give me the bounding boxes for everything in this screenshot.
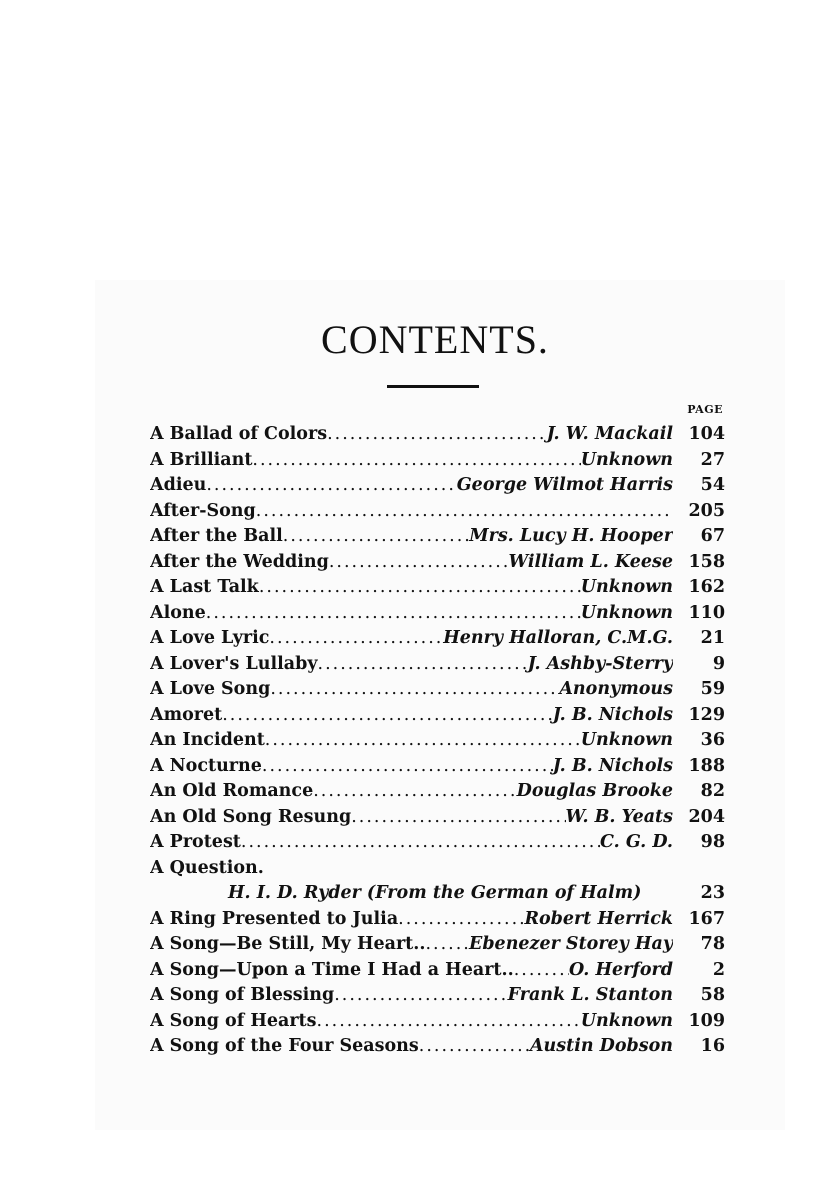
entry-page-number: 2 bbox=[712, 959, 725, 980]
entry-page-number: 59 bbox=[700, 679, 725, 699]
contents-entry bbox=[150, 779, 725, 805]
entry-line bbox=[150, 856, 673, 882]
entry-line bbox=[150, 1009, 673, 1035]
entry-author: George Wilmot Harris bbox=[456, 475, 673, 495]
dot-leader bbox=[317, 1009, 581, 1035]
entry-page-number: 188 bbox=[688, 755, 725, 776]
entry-page-number: 204 bbox=[688, 806, 725, 827]
entry-title: An Incident bbox=[150, 730, 265, 750]
dot-leader bbox=[256, 499, 673, 525]
entry-line bbox=[150, 754, 673, 780]
entry-author: Unknown bbox=[580, 602, 673, 623]
entry-page-number: 82 bbox=[700, 781, 725, 801]
entry-line bbox=[150, 728, 673, 754]
entry-title: A Ring Presented to Julia bbox=[150, 908, 399, 929]
contents-entry bbox=[150, 958, 725, 984]
dot-leader bbox=[425, 932, 469, 958]
dot-leader bbox=[222, 703, 553, 729]
entry-page-number: 36 bbox=[700, 730, 725, 750]
entry-line bbox=[150, 881, 673, 907]
entry-page-number: 109 bbox=[688, 1010, 725, 1031]
entry-author: H. I. D. Ryder (From the German of Halm) bbox=[228, 883, 642, 903]
contents-entry bbox=[150, 448, 725, 474]
entry-page-number: 104 bbox=[688, 424, 725, 444]
dot-leader bbox=[206, 601, 581, 627]
dot-leader bbox=[329, 550, 509, 576]
dot-leader bbox=[398, 907, 524, 933]
contents-entry bbox=[150, 524, 725, 550]
entry-author: William L. Keese bbox=[508, 551, 673, 572]
entry-title: An Old Song Resung bbox=[150, 806, 352, 827]
entry-line bbox=[150, 499, 673, 525]
dot-leader bbox=[514, 958, 569, 984]
entry-author: Frank L. Stanton bbox=[507, 985, 673, 1005]
entry-page-number: 54 bbox=[700, 475, 725, 495]
entry-title: A Question. bbox=[150, 857, 264, 878]
dot-leader bbox=[283, 524, 469, 550]
entry-line bbox=[150, 1034, 673, 1060]
entry-line bbox=[150, 677, 673, 703]
entry-author: J. B. Nichols bbox=[552, 755, 673, 776]
entry-title: A Lover's Lullaby bbox=[150, 653, 318, 674]
entry-page-number: 98 bbox=[700, 832, 725, 852]
contents-entry bbox=[150, 499, 725, 525]
entry-page-number: 162 bbox=[688, 577, 725, 597]
contents-entry bbox=[150, 932, 725, 958]
entry-title: A Song—Upon a Time I Had a Heart.. bbox=[150, 959, 514, 980]
entry-title: Alone bbox=[150, 602, 206, 623]
entry-author: O. Herford bbox=[569, 959, 673, 980]
entry-author: Unknown bbox=[580, 449, 673, 470]
entry-title: A Song of Hearts bbox=[150, 1010, 317, 1031]
contents-entry bbox=[150, 830, 725, 856]
dot-leader bbox=[262, 754, 553, 780]
entry-line bbox=[150, 601, 673, 627]
entry-title: Adieu bbox=[150, 475, 207, 495]
entry-line bbox=[150, 958, 673, 984]
dot-leader bbox=[269, 626, 443, 652]
entry-author: Henry Halloran, C.M.G. bbox=[443, 628, 673, 648]
entry-line bbox=[150, 524, 673, 550]
dot-leader bbox=[419, 1034, 530, 1060]
entry-line bbox=[150, 830, 673, 856]
contents-entry bbox=[150, 1034, 725, 1060]
entry-line bbox=[150, 652, 673, 678]
entry-line bbox=[150, 932, 673, 958]
dot-leader bbox=[252, 448, 580, 474]
entry-page-number: 67 bbox=[700, 526, 725, 546]
entry-page-number: 9 bbox=[712, 653, 725, 674]
dot-leader bbox=[351, 805, 565, 831]
entry-author: J. B. Nichols bbox=[552, 704, 673, 725]
entry-author: C. G. D. bbox=[600, 832, 673, 852]
contents-entry bbox=[150, 856, 725, 882]
entry-line bbox=[150, 703, 673, 729]
entry-author: Unknown bbox=[580, 577, 673, 597]
contents-entry bbox=[150, 983, 725, 1009]
dot-leader bbox=[265, 728, 581, 754]
entry-line bbox=[150, 626, 673, 652]
entry-author: Anonymous bbox=[559, 679, 673, 699]
entry-page-number: 205 bbox=[688, 500, 725, 521]
entry-line bbox=[150, 805, 673, 831]
entry-title: After-Song bbox=[150, 500, 256, 521]
entry-title: A Song of the Four Seasons bbox=[150, 1036, 419, 1056]
entry-title: After the Ball bbox=[150, 526, 283, 546]
entry-title: A Brilliant bbox=[150, 449, 253, 470]
dot-leader bbox=[318, 652, 528, 678]
page-title: CONTENTS. bbox=[321, 317, 549, 362]
dot-leader bbox=[313, 779, 516, 805]
entry-author: W. B. Yeats bbox=[565, 806, 673, 827]
dot-leader bbox=[327, 422, 547, 448]
contents-entry bbox=[150, 907, 725, 933]
entry-title: A Love Song bbox=[150, 679, 271, 699]
entry-page-number: 110 bbox=[688, 602, 725, 623]
contents-entry bbox=[150, 728, 725, 754]
entry-page-number: 16 bbox=[700, 1036, 725, 1056]
contents-entry bbox=[150, 677, 725, 703]
entry-author: Douglas Brooke bbox=[516, 781, 673, 801]
entry-line bbox=[150, 550, 673, 576]
entry-page-number: 129 bbox=[688, 704, 725, 725]
entry-author: Unknown bbox=[580, 1010, 673, 1031]
entry-line bbox=[150, 983, 673, 1009]
entry-title: After the Wedding bbox=[150, 551, 329, 572]
entry-author: Robert Herrick bbox=[524, 908, 673, 929]
entry-page-number: 21 bbox=[700, 628, 725, 648]
contents-entry bbox=[150, 550, 725, 576]
entry-author: J. Ashby-Sterry bbox=[527, 653, 673, 674]
contents-entry bbox=[150, 881, 725, 907]
contents-list bbox=[150, 422, 725, 1060]
entry-line bbox=[150, 907, 673, 933]
contents-entry bbox=[150, 805, 725, 831]
entry-author: Austin Dobson bbox=[529, 1036, 673, 1056]
contents-entry bbox=[150, 473, 725, 499]
entry-line bbox=[150, 448, 673, 474]
entry-title: An Old Romance bbox=[150, 781, 314, 801]
dot-leader bbox=[270, 677, 559, 703]
contents-entry bbox=[150, 703, 725, 729]
entry-author: Ebenezer Storey Hay bbox=[468, 934, 673, 954]
contents-entry bbox=[150, 626, 725, 652]
entry-title: A Song of Blessing bbox=[150, 985, 335, 1005]
entry-title: A Song—Be Still, My Heart.. bbox=[150, 934, 426, 954]
contents-entry bbox=[150, 601, 725, 627]
entry-title: A Nocturne bbox=[150, 755, 262, 776]
entry-title: Amoret bbox=[150, 704, 223, 725]
dot-leader bbox=[241, 830, 600, 856]
entry-author: J. W. Mackail bbox=[546, 424, 673, 444]
entry-line bbox=[150, 575, 673, 601]
entry-line bbox=[150, 473, 673, 499]
entry-page-number: 158 bbox=[688, 551, 725, 572]
contents-entry bbox=[150, 422, 725, 448]
contents-entry bbox=[150, 575, 725, 601]
entry-title: A Last Talk bbox=[150, 577, 259, 597]
entry-author: Mrs. Lucy H. Hooper bbox=[469, 526, 673, 546]
contents-entry bbox=[150, 1009, 725, 1035]
entry-line bbox=[150, 779, 673, 805]
entry-page-number: 167 bbox=[688, 908, 725, 929]
dot-leader bbox=[334, 983, 507, 1009]
title-rule bbox=[387, 385, 479, 388]
entry-line bbox=[150, 422, 673, 448]
entry-title: A Love Lyric bbox=[150, 628, 270, 648]
entry-page-number: 27 bbox=[700, 449, 725, 470]
contents-entry bbox=[150, 754, 725, 780]
entry-author: Unknown bbox=[580, 730, 673, 750]
entry-page-number: 23 bbox=[700, 883, 725, 903]
entry-page-number: 78 bbox=[700, 934, 725, 954]
entry-page-number: 58 bbox=[700, 985, 725, 1005]
dot-leader bbox=[259, 575, 581, 601]
contents-entry bbox=[150, 652, 725, 678]
dot-leader bbox=[206, 473, 456, 499]
entry-title: A Protest bbox=[150, 832, 241, 852]
entry-title: A Ballad of Colors bbox=[150, 424, 328, 444]
page-column-label: PAGE bbox=[687, 403, 723, 416]
